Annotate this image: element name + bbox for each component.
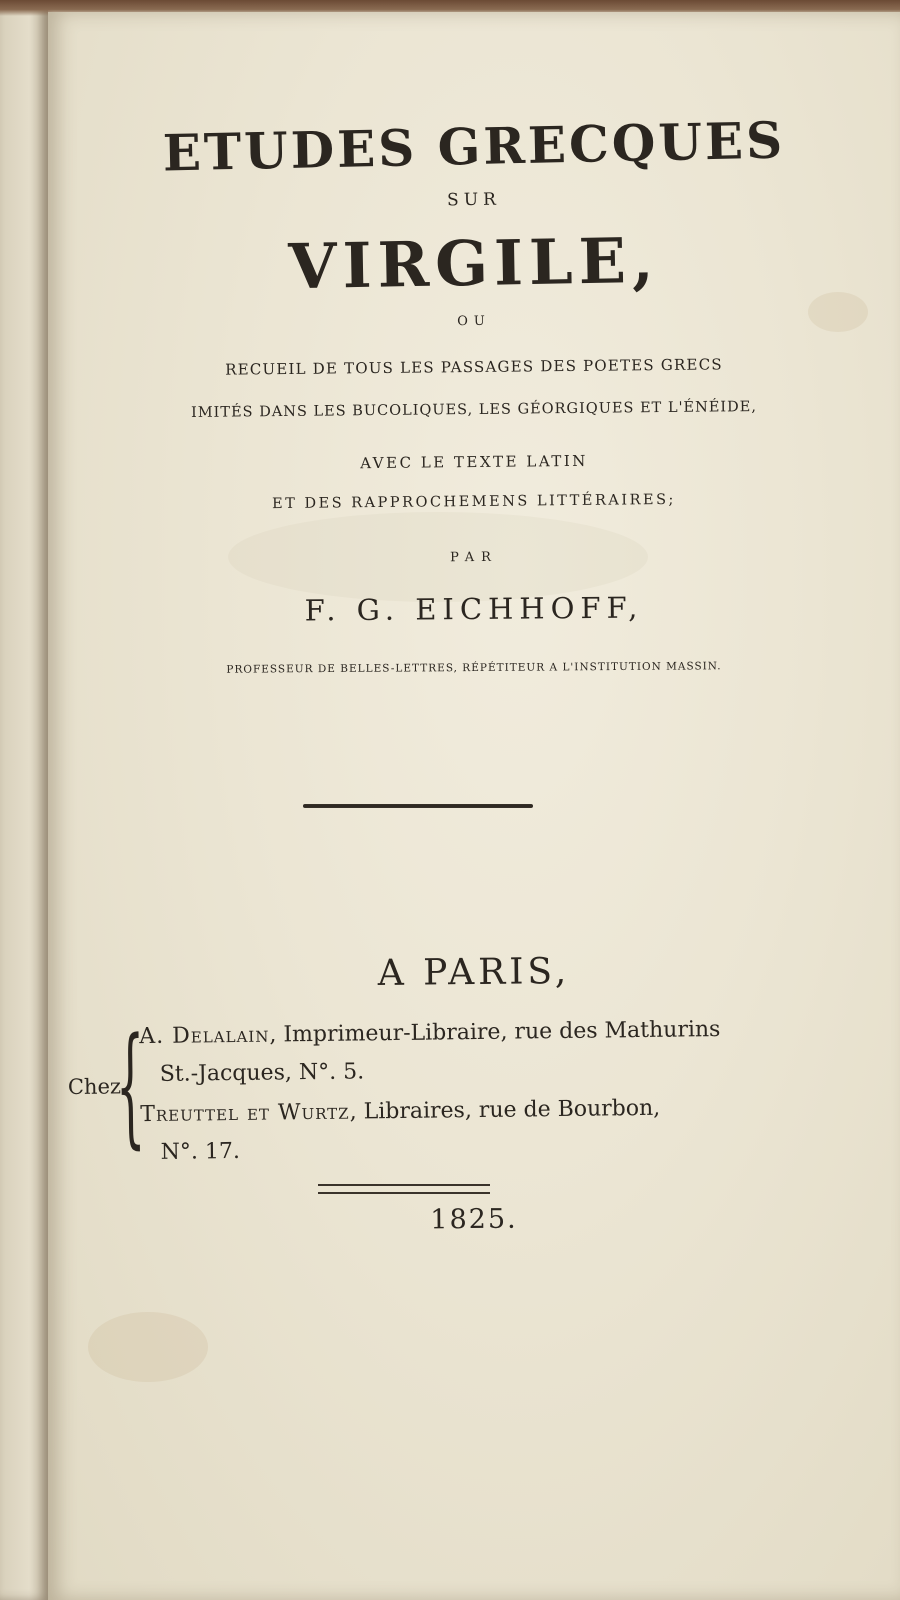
double-divider-rule <box>318 1184 490 1194</box>
subtitle-line2: IMITÉS DANS LES BUCOLIQUES, LES GÉORGIQUES ET L'ÉNÉIDE, <box>190 399 758 421</box>
publisher-2-name: Treuttel et Wurtz <box>140 1099 350 1128</box>
by-label: PAR <box>450 549 498 566</box>
subtitle-line3: AVEC LE TEXTE LATIN <box>360 451 588 473</box>
subtitle-line1: RECUEIL DE TOUS LES PASSAGES DES POETES GRECS <box>225 355 723 379</box>
title-connector-sur: SUR <box>446 189 502 211</box>
author-title: PROFESSEUR DE BELLES-LETTRES, RÉPÉTITEUR A L'INSTITUTION MASSIN. <box>226 660 722 676</box>
book-title-line2: VIRGILE, <box>287 223 661 304</box>
publication-place: A PARIS, <box>377 950 571 995</box>
publisher-1-address: , Imprimeur-Libraire, rue des Mathurins <box>269 1017 721 1048</box>
divider-rule <box>303 804 533 808</box>
title-connector-ou: OU <box>457 313 491 330</box>
subtitle-line4: ET DES RAPPROCHEMENS LITTÉRAIRES; <box>272 491 676 513</box>
paper-stain <box>88 1312 208 1382</box>
author-name: F. G. EICHHOFF, <box>304 590 644 628</box>
publication-year: 1825. <box>430 1203 518 1236</box>
chez-label: Chez <box>67 1074 122 1100</box>
publisher-1-name: A. Delalain <box>139 1022 270 1050</box>
publisher-1-line2: St.-Jacques, N°. 5. <box>159 1059 365 1087</box>
title-page <box>48 12 900 1600</box>
book-spine-edge <box>0 0 48 1600</box>
book-title-line1: ETUDES GRECQUES <box>162 110 786 183</box>
publishers-block <box>67 1007 889 1177</box>
publisher-2-address: , Libraires, rue de Bourbon, <box>349 1095 661 1125</box>
curly-brace-icon: { <box>114 1009 146 1162</box>
publisher-2-line2: N°. 17. <box>160 1138 241 1165</box>
publisher-1-line1 <box>139 1017 720 1049</box>
publisher-2-line1 <box>140 1096 660 1127</box>
